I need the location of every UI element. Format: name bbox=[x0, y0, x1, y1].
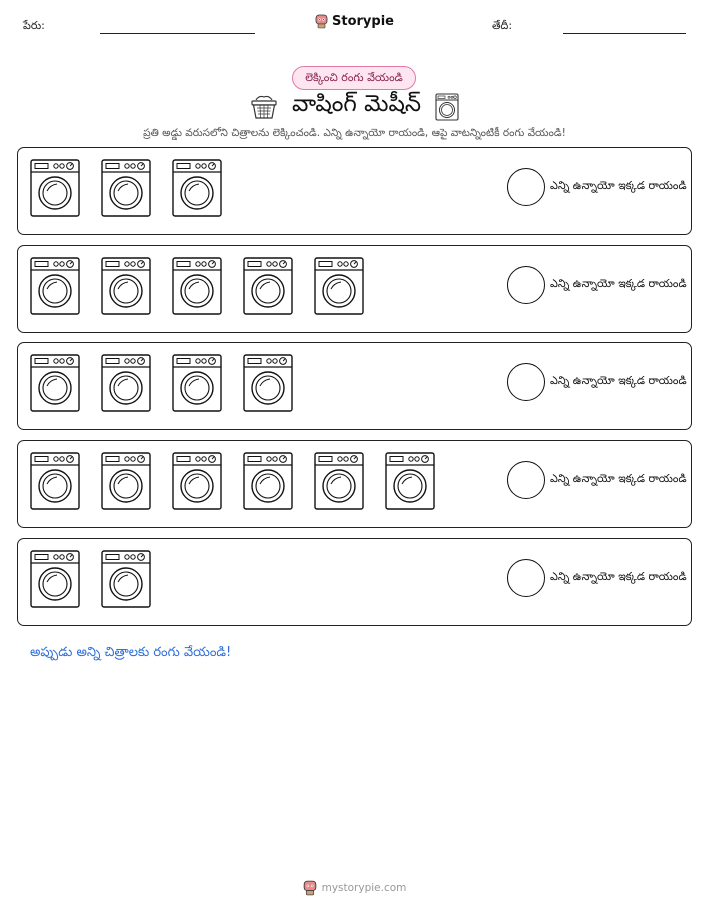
washing-machine-icon[interactable] bbox=[101, 354, 151, 412]
washing-machine-icon bbox=[435, 93, 459, 121]
answer-label: ఎన్ని ఉన్నాయో ఇక్కడ రాయండి bbox=[550, 374, 687, 387]
count-row-3 bbox=[17, 342, 692, 430]
title-row bbox=[0, 91, 709, 123]
date-label: తేదీ: bbox=[492, 19, 513, 32]
footer-note: అప్పుడు అన్ని చిత్రాలకు రంగు వేయండి! bbox=[30, 645, 232, 660]
washing-machine-icon[interactable] bbox=[30, 354, 80, 412]
washing-machine-icon[interactable] bbox=[172, 257, 222, 315]
answer-label: ఎన్ని ఉన్నాయో ఇక్కడ రాయండి bbox=[550, 472, 687, 485]
answer-circle[interactable] bbox=[507, 266, 545, 304]
laundry-basket-icon bbox=[250, 94, 278, 120]
answer-circle[interactable] bbox=[507, 363, 545, 401]
washing-machine-icon[interactable] bbox=[101, 452, 151, 510]
answer-circle[interactable] bbox=[507, 461, 545, 499]
washing-machine-icon[interactable] bbox=[314, 257, 364, 315]
washing-machine-icon[interactable] bbox=[101, 159, 151, 217]
storypie-mascot-icon bbox=[303, 879, 317, 896]
washing-machine-icon[interactable] bbox=[172, 354, 222, 412]
washing-machine-icon[interactable] bbox=[30, 452, 80, 510]
page-title: వాషింగ్ మెషీన్ bbox=[291, 91, 422, 117]
washing-machine-icon[interactable] bbox=[172, 452, 222, 510]
instructions: ప్రతి అడ్డు వరుసలోని చిత్రాలను లెక్కించండి. ఎన్ని ఉన్నాయో రాయండి, ఆపై వాటన్నింటికీ రంగు వేయండి! bbox=[143, 127, 566, 139]
date-line[interactable] bbox=[563, 33, 686, 34]
count-row-1 bbox=[17, 147, 692, 235]
answer-label: ఎన్ని ఉన్నాయో ఇక్కడ రాయండి bbox=[550, 570, 687, 583]
washing-machine-icon[interactable] bbox=[30, 550, 80, 608]
brand-name: Storypie bbox=[332, 13, 394, 29]
answer-label: ఎన్ని ఉన్నాయో ఇక్కడ రాయండి bbox=[550, 277, 687, 290]
activity-badge: లెక్కించి రంగు వేయండి bbox=[292, 66, 416, 90]
name-label: పేరు: bbox=[23, 19, 45, 32]
site-footer bbox=[0, 879, 709, 896]
washing-machine-icon[interactable] bbox=[243, 354, 293, 412]
washing-machine-icon[interactable] bbox=[385, 452, 435, 510]
brand-logo bbox=[0, 13, 709, 29]
answer-circle[interactable] bbox=[507, 168, 545, 206]
washing-machine-icon[interactable] bbox=[30, 257, 80, 315]
count-row-2 bbox=[17, 245, 692, 333]
washing-machine-icon[interactable] bbox=[101, 550, 151, 608]
storypie-mascot-icon bbox=[315, 13, 328, 29]
answer-label: ఎన్ని ఉన్నాయో ఇక్కడ రాయండి bbox=[550, 179, 687, 192]
washing-machine-icon[interactable] bbox=[30, 159, 80, 217]
washing-machine-icon[interactable] bbox=[314, 452, 364, 510]
name-line[interactable] bbox=[100, 33, 255, 34]
washing-machine-icon[interactable] bbox=[243, 257, 293, 315]
washing-machine-icon[interactable] bbox=[101, 257, 151, 315]
washing-machine-icon[interactable] bbox=[243, 452, 293, 510]
count-row-4 bbox=[17, 440, 692, 528]
washing-machine-icon[interactable] bbox=[172, 159, 222, 217]
count-row-5 bbox=[17, 538, 692, 626]
site-url: mystorypie.com bbox=[321, 881, 407, 894]
answer-circle[interactable] bbox=[507, 559, 545, 597]
